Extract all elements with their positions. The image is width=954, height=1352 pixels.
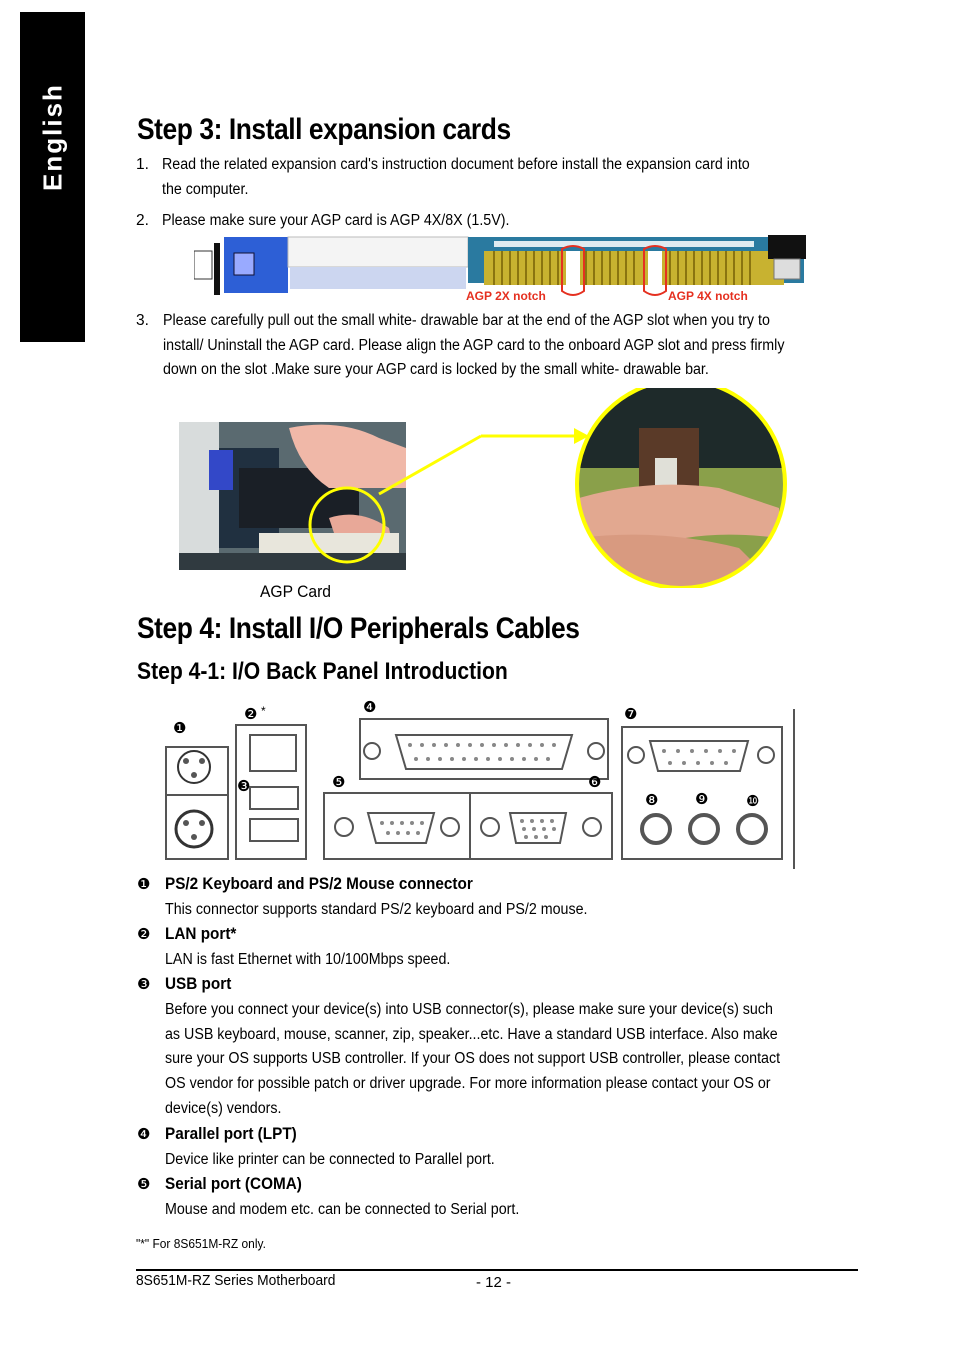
footnote: "*" For 8S651M-RZ only. [136, 1236, 266, 1251]
step3-item1-text: Read the related expansion card's instruction document before install the expansion card into the computer. [162, 156, 750, 198]
callout-2: ❷ [244, 706, 258, 723]
step3-item3-text: Please carefully pull out the small white- drawable bar at the end of the AGP slot when you try to install/ Uninstall the AGP card. Please align the AGP card to the onboard AGP slot and press firmly down on the slot .Make sure your AGP card is locked by the small white- drawable bar. [163, 312, 785, 378]
step3-heading: Step 3: Install expansion cards [137, 113, 511, 146]
item2-bullet: ❷ [137, 926, 151, 943]
item3-title: USB port [165, 974, 232, 993]
callout-3: ❸ [237, 778, 251, 795]
item1-bullet: ❶ [137, 876, 151, 893]
item1-title: PS/2 Keyboard and PS/2 Mouse connector [165, 874, 473, 893]
step4-heading: Step 4: Install I/O Peripherals Cables [137, 612, 580, 645]
item4-title: Parallel port (LPT) [165, 1124, 297, 1143]
language-side-tab [20, 12, 85, 342]
callout-10: ❿ [746, 793, 760, 810]
footer-rule [136, 1269, 858, 1271]
item2-desc: LAN is fast Ethernet with 10/100Mbps speed. [165, 951, 451, 968]
callout-6: ❻ [588, 774, 602, 791]
agp-4x-notch-label: AGP 4X notch [668, 289, 748, 303]
step3-item2-number: 2. [136, 212, 149, 229]
item5-desc: Mouse and modem etc. can be connected to Serial port. [165, 1201, 520, 1218]
item4-bullet: ❹ [137, 1126, 151, 1143]
callout-7: ❼ [624, 706, 638, 723]
callout-9: ❾ [695, 791, 709, 808]
item1-desc: This connector supports standard PS/2 keyboard and PS/2 mouse. [165, 901, 588, 918]
agp-2x-notch-label: AGP 2X notch [466, 289, 546, 303]
step3-item3-number: 3. [136, 312, 149, 329]
agp-card-photo-illustration [179, 388, 794, 588]
step3-item1-number: 1. [136, 156, 149, 173]
item3-desc: Before you connect your device(s) into USB connector(s), please make sure your device(s) such as USB keyboard, mouse, scanner, zip, speaker...etc. Have a standard USB interface. Also make sure your OS supports USB controller. If your OS does not support USB controller, please contact OS vendor for possible patch or driver upgrade. For more information please contact your OS or device(s) vendors. [165, 1001, 781, 1117]
language-tab-label: English [37, 83, 67, 191]
callout-8: ❽ [645, 792, 659, 809]
item4-desc: Device like printer can be connected to Parallel port. [165, 1151, 495, 1168]
step3-item2-text: Please make sure your AGP card is AGP 4X/8X (1.5V). [162, 212, 510, 229]
item3-bullet: ❸ [137, 976, 151, 993]
callout-1: ❶ [173, 720, 187, 737]
footer-product-name: 8S651M-RZ Series Motherboard [136, 1272, 336, 1289]
footer-page-number: - 12 - [476, 1274, 512, 1291]
step4-1-subheading: Step 4-1: I/O Back Panel Introduction [137, 658, 508, 685]
callout-5: ❺ [332, 774, 346, 791]
agp-card-caption: AGP Card [260, 582, 331, 601]
item5-title: Serial port (COMA) [165, 1174, 302, 1193]
item2-title: LAN port* [165, 924, 237, 943]
callout-4: ❹ [363, 699, 377, 716]
callout-2-asterisk: * [261, 704, 266, 718]
agp-slot-illustration [194, 235, 806, 303]
item5-bullet: ❺ [137, 1176, 151, 1193]
